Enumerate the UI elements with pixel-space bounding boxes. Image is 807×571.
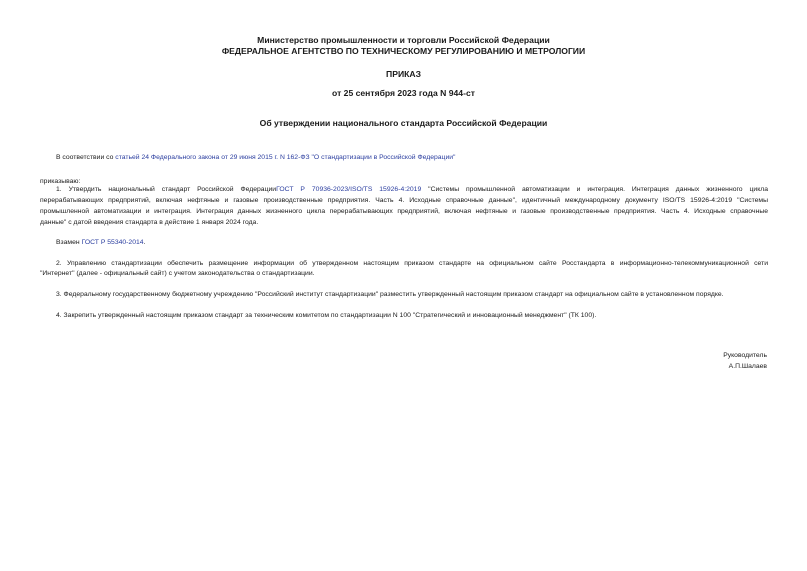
replace-suffix: .	[143, 239, 146, 246]
item1-line2: перерабатывающих предприятий, включая нефтяные и газовые производственные предприятия. Часть 4. Исходные справочные данные", идентичный международному документу ISO/TS 15926-4:2019 "Системы	[40, 197, 768, 204]
replace-paragraph	[56, 238, 145, 249]
item1-line3: промышленной автоматизации и интеграция. Интеграция данных жизненного цикла перерабатывающих предприятий, включая нефтяные и газовые производственные предприятия. Часть 4. Исходные справочные	[40, 208, 768, 215]
order-word: приказываю:	[40, 178, 81, 185]
order-subject: Об утверждении национального стандарта Российской Федерации	[259, 118, 548, 128]
item1-prefix: 1. Утвердить национальный стандарт Российской Федерации	[56, 186, 277, 193]
item3-paragraph: 3. Федеральному государственному бюджетному учреждению "Российский институт стандартизации" разместить утвержденный настоящим приказом стандарт на официальном сайте в установленном порядке.	[56, 291, 724, 298]
federal-law-link[interactable]: статьей 24 Федерального закона от 29 июня 2015 г. N 162-ФЗ "О стандартизации в Российской Федерации"	[115, 154, 456, 161]
replace-prefix: Взамен	[56, 239, 82, 246]
intro-paragraph	[56, 153, 455, 164]
ministry-title: Министерство промышленности и торговли Российской Федерации	[257, 35, 550, 45]
doc-type: ПРИКАЗ	[386, 69, 421, 79]
item2-line1: 2. Управлению стандартизации обеспечить размещение информации об утвержденном настоящим приказом стандарте на официальном сайте Росстандарта в информационно-телекоммуникационной сети	[56, 260, 768, 267]
gost-link[interactable]: ГОСТ Р 70936-2023/ISO/TS 15926-4:2019	[276, 186, 422, 193]
agency-title: ФЕДЕРАЛЬНОЕ АГЕНТСТВО ПО ТЕХНИЧЕСКОМУ РЕГУЛИРОВАНИЮ И МЕТРОЛОГИИ	[221, 46, 586, 56]
item1-suffix: "Системы промышленной автоматизации и интеграция. Интеграция данных жизненного цикла	[421, 186, 769, 193]
item2-line2: "Интернет" (далее - официальный сайт) с учетом законодательства о стандартизации.	[40, 270, 315, 277]
date-number: от 25 сентября 2023 года N 944-ст	[332, 88, 475, 98]
old-gost-link[interactable]: ГОСТ Р 55340-2014	[81, 239, 144, 246]
intro-prefix: В соответствии со	[56, 154, 116, 161]
item1-line4: данные" с датой введения стандарта в действие 1 января 2024 года.	[40, 219, 259, 226]
item4-paragraph: 4. Закрепить утвержденный настоящим приказом стандарт за техническим комитетом по стандартизации N 100 "Стратегический и инновационный менеджмент" (ТК 100).	[56, 312, 597, 319]
signature-name: А.П.Шалаев	[728, 363, 767, 370]
item1-line1	[56, 185, 768, 196]
signature-title: Руководитель	[723, 352, 767, 359]
